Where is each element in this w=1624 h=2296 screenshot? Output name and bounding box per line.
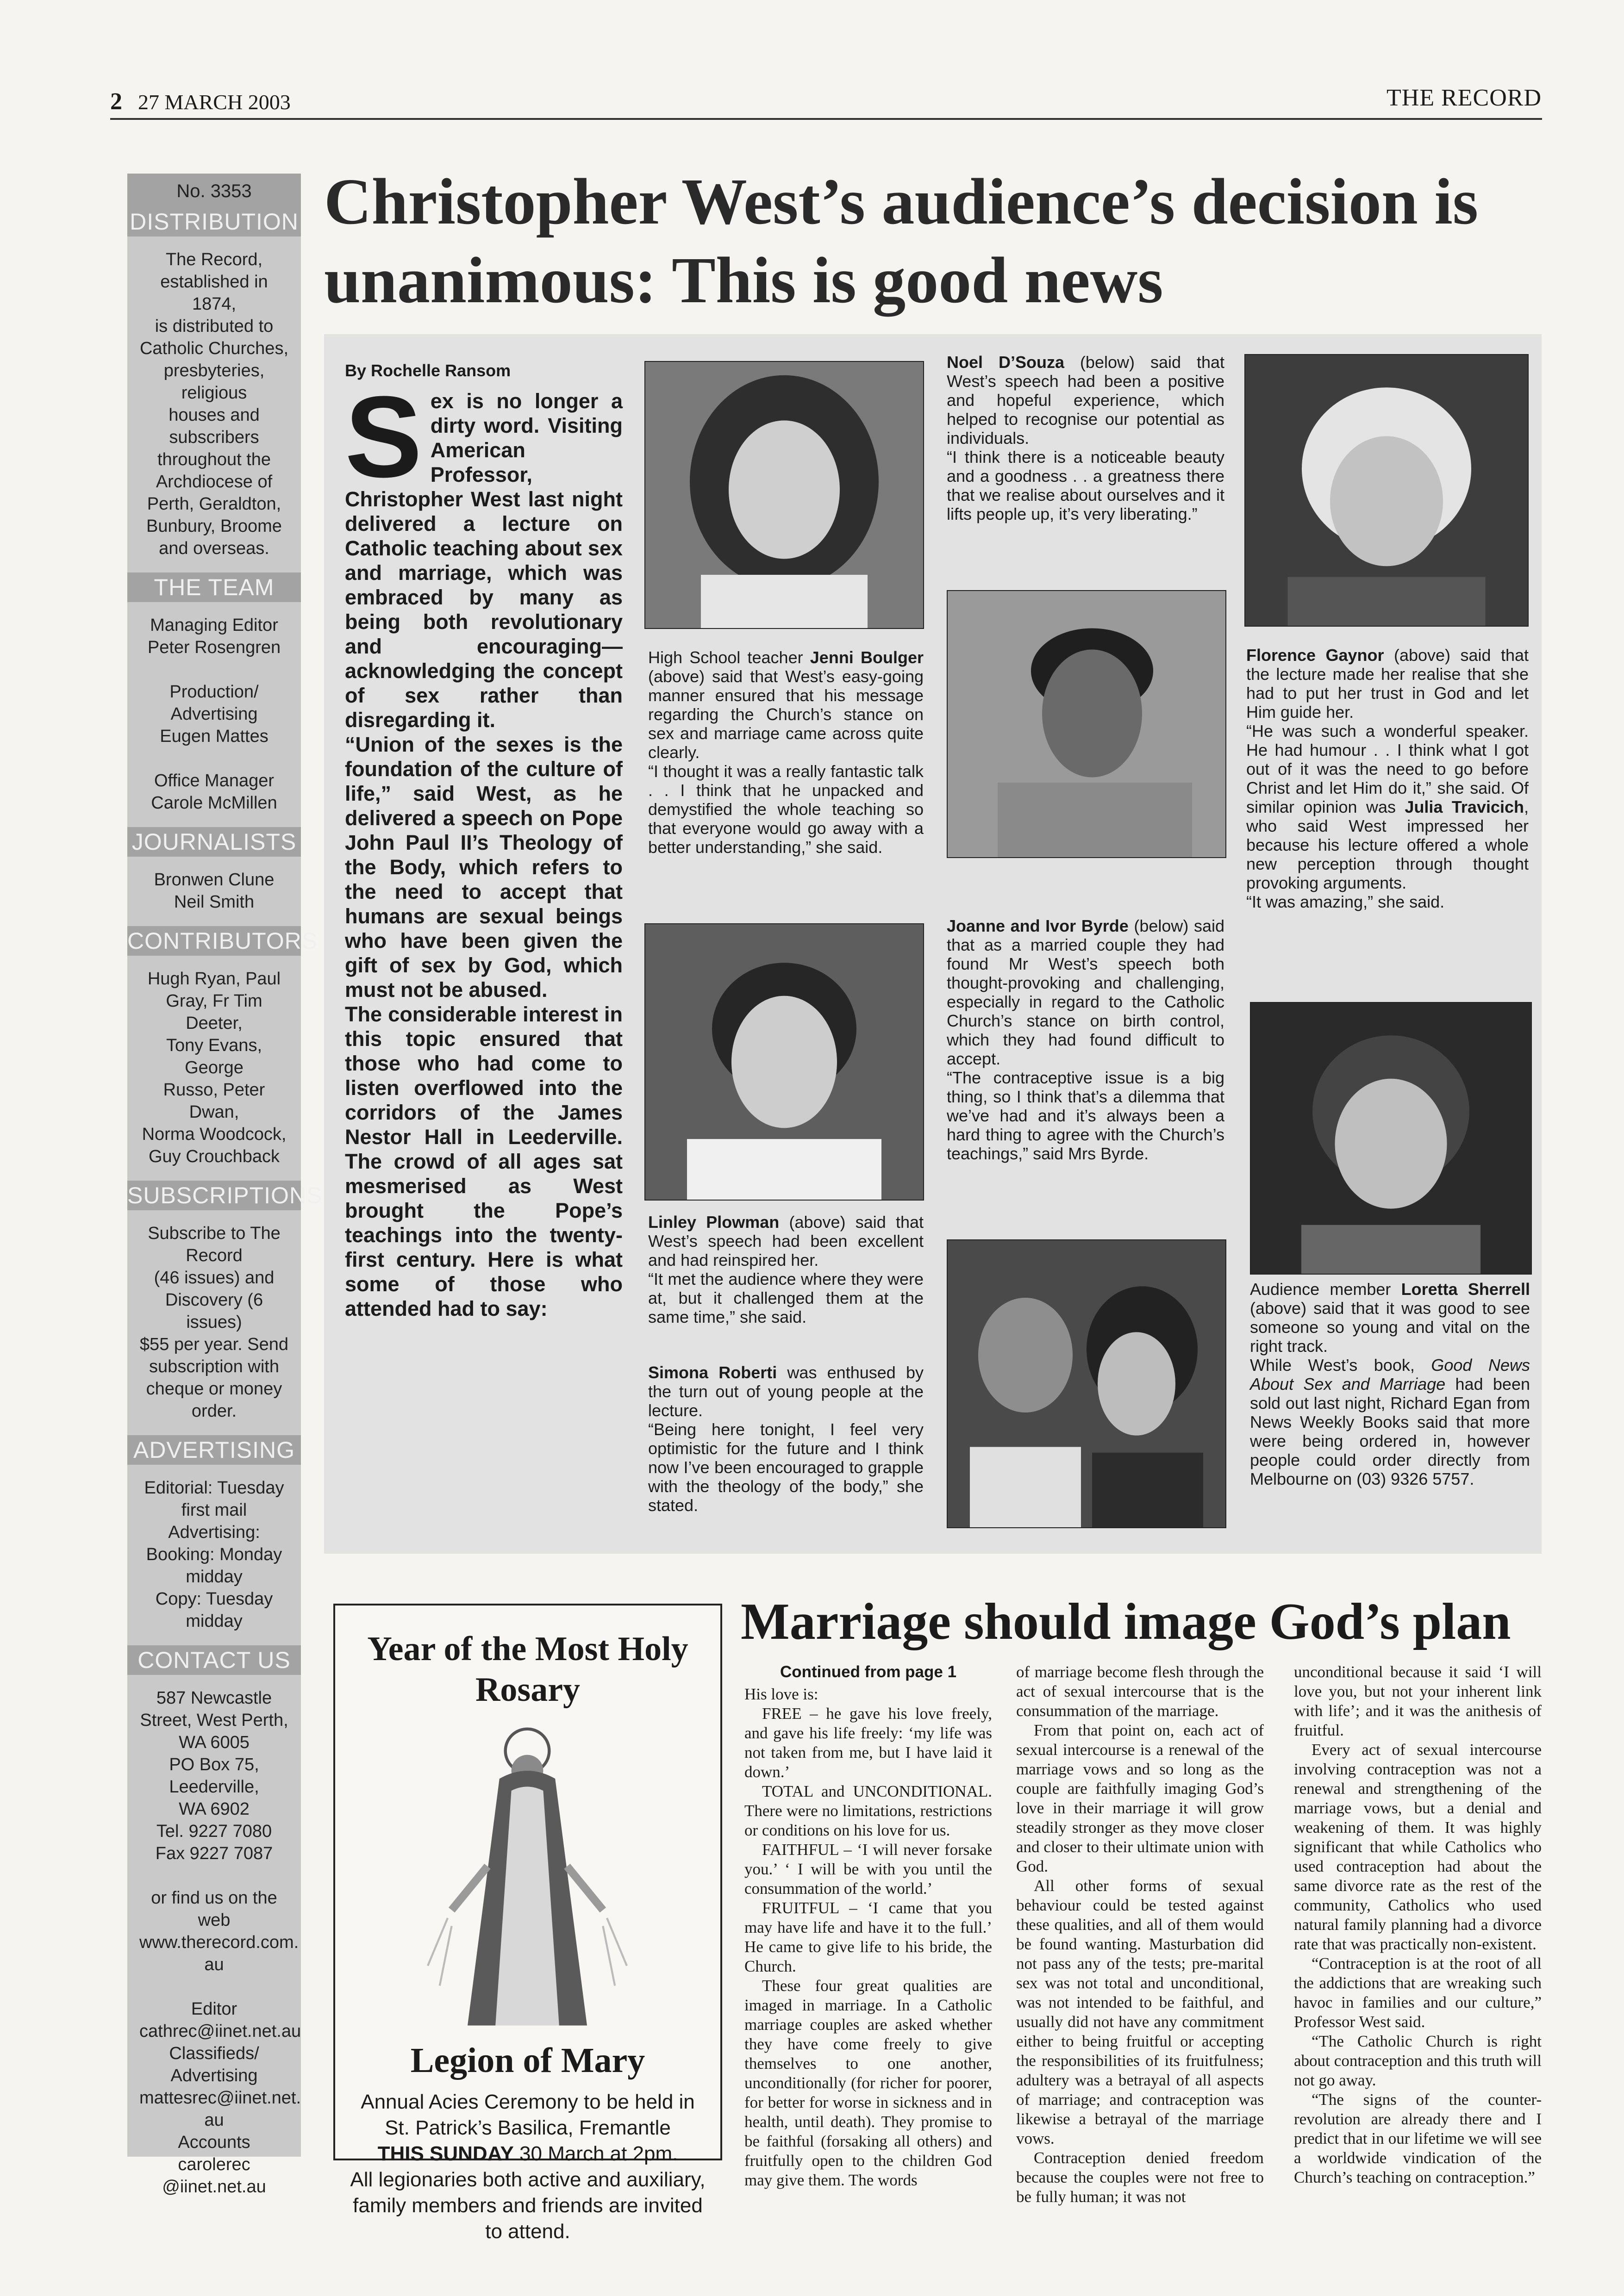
caption-jenni-boulger: High School teacher Jenni Boulger (above) said that West’s easy-going manner ensured that his message regarding the Church’s stance on sex and marriage came across quite clearly. “I thought it was a really fantastic talk . . I think that he unpacked and demystified the whole teaching so that everyone would go away with a better understanding,” she said. bbox=[648, 648, 924, 857]
lead-paragraph bbox=[345, 372, 623, 1321]
article2-paragraph: From that point on, each act of sexual intercourse is a renewal of the marriage vows and so long as the couple are faithfully imaging God’s love in their marriage it will grow steadily stronger as they move closer and closer to their ultimate union with God. bbox=[1016, 1721, 1264, 1875]
sidebar-heading-advertising: ADVERTISING bbox=[127, 1435, 301, 1465]
article2-paragraph: His love is: bbox=[744, 1685, 818, 1703]
ad-title: Year of the Most Holy Rosary bbox=[367, 1630, 688, 1709]
lead-text: ex is no longer a dirty word. Visiting American Professor, Christopher West last night delivered a lecture on Catholic teaching about sex and marriage, which was embraced by many as being both revolutionary and encouraging—acknowledging the concept of sex rather than disregarding it. “Union of the sexes is the foundation of the culture of life,” said West, as he delivered a speech on Pope John Paul II’s Theology of the Body, which refers to the need to accept that humans are sexual beings who have been given the gift of sex by God, which must not be abused. The considerable interest in this topic ensured that those who had come to listen overflowed into the corridors of the James Nestor Hall in Leederville. The crowd of all ages sat mesmerised as West brought the Pope’s teachings into the twenty-first century. Here is what some of those who attended had to say: bbox=[345, 389, 623, 1320]
article2-paragraph: unconditional because it said ‘I will love you, but not your inherent link with life’; and it was the anithesis of fruitful. bbox=[1294, 1663, 1542, 1739]
byline: By Rochelle Ransom bbox=[345, 361, 511, 380]
article2-paragraph: FRUITFUL – ‘I came that you may have life and have it to the full.’ He came to give life to his bride, the Church. bbox=[744, 1899, 992, 1975]
article2-headline: Marriage should image God’s plan bbox=[741, 1593, 1511, 1650]
article2-paragraph: FREE – he gave his love freely, and gave his life freely: ‘my life was not taken from me, but I have laid it down.’ bbox=[744, 1705, 992, 1781]
sidebar-text-team: Managing Editor Peter Rosengren Production/ Advertising Eugen Mattes Office Manager Carole McMillen bbox=[147, 616, 281, 813]
caption-name: Joanne and Ivor Byrde bbox=[947, 916, 1129, 935]
header-rule bbox=[110, 118, 1542, 120]
article2-column-1 bbox=[744, 1662, 992, 2190]
article2-paragraph: of marriage become flesh through the act of sexual intercourse that is the consummation of the marriage. bbox=[1016, 1663, 1264, 1720]
caption-simona-roberti: Simona Roberti was enthused by the turn out of young people at the lecture. “Being here tonight, I feel very optimistic for the future and I think now I’ve been encouraged to grapple with the theology of the body,” she stated. bbox=[648, 1363, 924, 1515]
photo-linley-plowman bbox=[644, 923, 924, 1201]
sidebar-text-advertising: Editorial: Tuesday first mail Advertising: Booking: Monday midday Copy: Tuesday midday bbox=[144, 1478, 284, 1631]
caption-joanne-ivor-byrde: Joanne and Ivor Byrde (below) said that as a married couple they had found Mr West’s speech both thought-provoking and challenging, especially in regard to the Catholic Church’s stance on birth control, which they had found difficult to accept. “The contraceptive issue is a big thing, so I think that’s a dilemma that we’ve had and it’s always been a hard thing to agree with the Church’s teachings,” said Mrs Byrde. bbox=[947, 916, 1224, 1163]
sidebar-heading-contact: CONTACT US bbox=[127, 1645, 301, 1675]
caption-name: Simona Roberti bbox=[648, 1363, 777, 1382]
article2-column-2 bbox=[1016, 1662, 1264, 2207]
caption-name-2: Julia Travicich bbox=[1405, 797, 1524, 816]
legion-of-mary-ad bbox=[333, 1604, 722, 2243]
feature-headline: Christopher West’s audience’s decision is unanimous: This is good news bbox=[324, 165, 1479, 317]
ad-organisation: Legion of Mary bbox=[410, 2041, 645, 2080]
caption-name: Florence Gaynor bbox=[1246, 646, 1384, 665]
photo-joanne-ivor-byrde bbox=[947, 1239, 1226, 1528]
photo-florence-gaynor bbox=[1244, 354, 1529, 627]
paper-name: THE RECORD bbox=[1387, 85, 1542, 111]
sidebar-heading-subscriptions: SUBSCRIPTIONS bbox=[127, 1181, 301, 1210]
article2-paragraph: All other forms of sexual behaviour could be tested against these qualities, and all of them would be found wanting. Masturbation did not pass any of the tests; pre-marital sex was not total and unconditional, was not intended to be faithful, and usually did not have any commitment either to being fruitful or accepting the responsibilities of its fruitfulness; adultery was a betrayal of all aspects of marriage; and contraception was likewise a betrayal of the marriage vows. bbox=[1016, 1877, 1264, 2147]
page-folio bbox=[110, 88, 291, 115]
sidebar-text-journalists: Bronwen Clune Neil Smith bbox=[154, 870, 275, 912]
sidebar bbox=[127, 174, 323, 2196]
issue-date: 27 MARCH 2003 bbox=[138, 90, 291, 114]
ad-body: Annual Acies Ceremony to be held in St. Patrick’s Basilica, Fremantle THIS SUNDAY 30 March at 2pm. All legionaries both active and auxiliary, family members and friends are invited to attend. bbox=[350, 2091, 706, 2243]
caption-noel-dsouza: Noel D’Souza (below) said that West’s speech had been a positive and hopeful experience, which helped to recognise our potential as individuals. “I think there is a noticeable beauty and a goodness . . a greatness there that we realise about ourselves and it lifts people up, it’s very liberating.” bbox=[947, 353, 1224, 523]
book-title: Good News About Sex and Marriage bbox=[1250, 1356, 1530, 1394]
sidebar-text-distribution: The Record, established in 1874, is distributed to Catholic Churches, presbyteries, religious houses and subscribers throughout the Archdiocese of Perth, Geraldton, Bunbury, Broome and overseas. bbox=[139, 250, 289, 558]
caption-name: Linley Plowman bbox=[648, 1213, 780, 1232]
caption-florence-gaynor: Florence Gaynor (above) said that the lecture made her realise that she had to put her trust in God and let Him guide her. “He was such a wonderful speaker. He had humour . . I think what I got out of it was the need to go before Christ and let Him do it,” she said. Of similar opinion was Julia Travicich, who said West impressed her because his lecture offered a whole new perception through thought provoking arguments. “It was amazing,” she said. bbox=[1246, 646, 1529, 911]
article2-paragraph: “The signs of the counter-revolution are already there and I predict that in our lifetime we will see a worldwide vindication of the Church’s teaching on contraception.” bbox=[1294, 2091, 1542, 2186]
article2-column-3 bbox=[1294, 1662, 1542, 2187]
continued-note: Continued from page 1 bbox=[780, 1663, 957, 1681]
photo-jenni-boulger bbox=[644, 361, 924, 629]
caption-name: Noel D’Souza bbox=[947, 353, 1064, 372]
page-number: 2 bbox=[110, 88, 122, 115]
caption-loretta-sherrell: Audience member Loretta Sherrell (above) said that it was good to see someone so young and vital on the right track. While West’s book, Good News About Sex and Marriage had been sold out last night, Richard Egan from News Weekly Books said that more were being ordered in, however people could order directly from Melbourne on (03) 9326 5757. bbox=[1250, 1280, 1530, 1488]
virgin-mary-image bbox=[428, 1726, 627, 2027]
caption-name: Jenni Boulger bbox=[810, 648, 924, 667]
sidebar-text-contributors: Hugh Ryan, Paul Gray, Fr Tim Deeter, Tony Evans, George Russo, Peter Dwan, Norma Woodcock, Guy Crouchback bbox=[142, 969, 287, 1166]
article2-paragraph: FAITHFUL – ‘I will never forsake you.’ ‘ I will be with you until the consummation of the world.’ bbox=[744, 1841, 992, 1898]
sidebar-heading-contributors: CONTRIBUTORS bbox=[127, 926, 301, 956]
article2-paragraph: Every act of sexual intercourse involving contraception was not a renewal and strengthening of the marriage vows, but a denial and weakening of them. It was highly significant that while Catholics who used contraception had about the same divorce rate as the rest of the community, Catholics who used natural family planning had a divorce rate that was practically non-existent. bbox=[1294, 1741, 1542, 1953]
drop-cap: S bbox=[345, 372, 422, 501]
article2-paragraph: “The Catholic Church is right about contraception and this truth will not go away. bbox=[1294, 2032, 1542, 2089]
article2-paragraph: Contraception denied freedom because the couples were not free to be fully human; it was not bbox=[1016, 2149, 1264, 2206]
sidebar-heading-team: THE TEAM bbox=[127, 572, 301, 602]
caption-linley-plowman: Linley Plowman (above) said that West’s speech had been excellent and had reinspired her. “It met the audience where they were at, but it challenged them at the same time,” she said. bbox=[648, 1213, 924, 1326]
issue-number: No. 3353 bbox=[127, 174, 301, 207]
sidebar-text-subscriptions: Subscribe to The Record (46 issues) and Discovery (6 issues) $55 per year. Send subscription with cheque or money order. bbox=[139, 1224, 289, 1421]
photo-noel-dsouza bbox=[947, 590, 1226, 858]
sidebar-heading-journalists: JOURNALISTS bbox=[127, 827, 301, 857]
sidebar-text-contact: 587 Newcastle Street, West Perth, WA 6005 PO Box 75, Leederville, WA 6902 Tel. 9227 7080 Fax 9227 7087 or find us on the web www.therecord.com. au Editor cathrec@iinet.net.au Classifieds/ Advertising mattesrec@iinet.net. au Accounts carolerec @iinet.net.au bbox=[139, 1688, 301, 2196]
sidebar-heading-distribution: DISTRIBUTION bbox=[127, 207, 301, 236]
article2-paragraph: These four great qualities are imaged in marriage. In a Catholic marriage couples are asked whether they have come freely to give themselves to one another, unconditionally (for richer for poorer, for better for worse in sickness and in health, until death). They promise to be faithful (forsaking all others) and fruitfully open to the children God may give them. The words bbox=[744, 1977, 992, 2189]
article2-paragraph: “Contraception is at the root of all the addictions that are wreaking such havoc in families and our culture,” Professor West said. bbox=[1294, 1954, 1542, 2031]
ad-emphasis: THIS SUNDAY bbox=[377, 2142, 514, 2165]
photo-loretta-sherrell bbox=[1250, 1002, 1532, 1275]
caption-name: Loretta Sherrell bbox=[1401, 1280, 1530, 1299]
article2-paragraph: TOTAL and UNCONDITIONAL. There were no limitations, restrictions or conditions on his love for us. bbox=[744, 1782, 992, 1839]
